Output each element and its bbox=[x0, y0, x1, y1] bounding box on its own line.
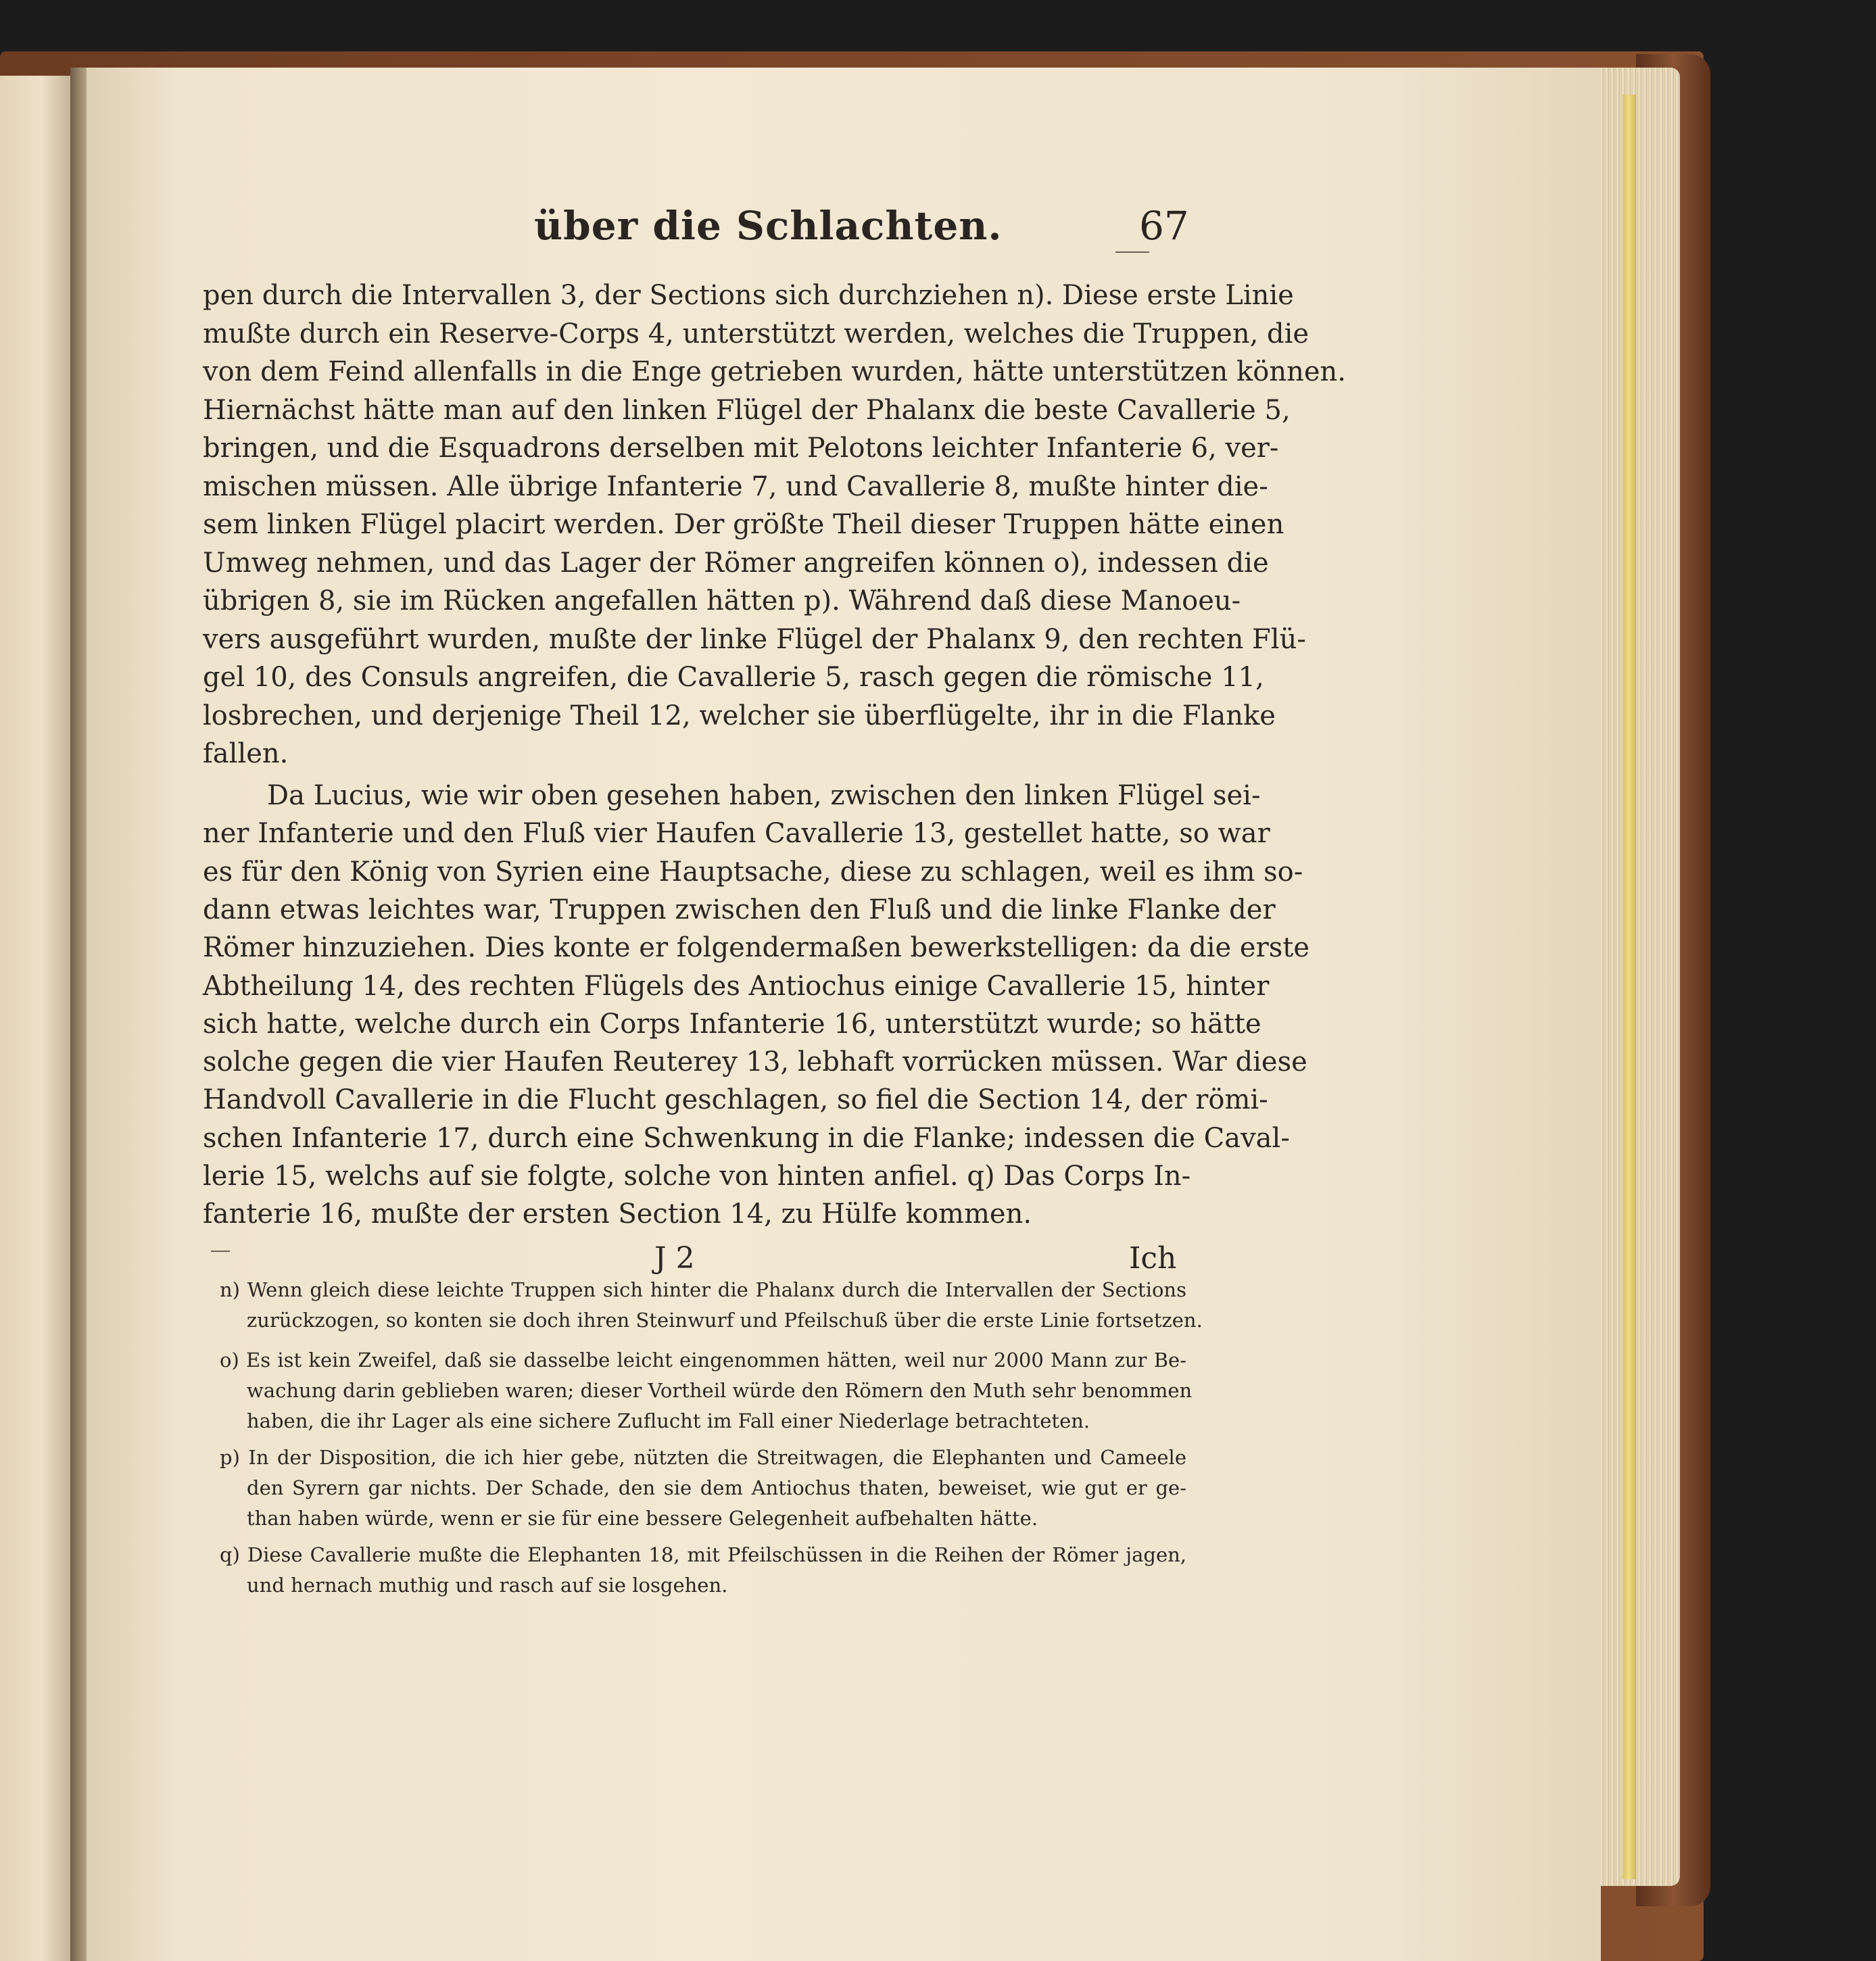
footnote-line: o) Es ist kein Zweifel, daß sie dasselbe leicht eingenommen hätten, weil nur 2000 Mann zur Be- bbox=[220, 1349, 1186, 1372]
footnote-line: q) Diese Cavallerie mußte die Elephanten 18, mit Pfeilschüssen in die Reihen der Römer jagen, bbox=[220, 1543, 1186, 1566]
footnote-line: p) In der Disposition, die ich hier gebe, nützten die Streitwagen, die Elephanten und Cameele bbox=[220, 1446, 1186, 1469]
footnote-line: than haben würde, wenn er sie für eine bessere Gelegenheit aufbehalten hätte. bbox=[247, 1507, 1038, 1530]
page-edge-gilding bbox=[1622, 95, 1636, 1879]
body-line: Abtheilung 14, des rechten Flügels des Antiochus einige Cavallerie 15, hinter bbox=[203, 970, 1270, 1002]
catchword: Ich bbox=[1129, 1241, 1177, 1276]
page-number: 67 bbox=[1139, 203, 1189, 249]
footnote-line: zurückzogen, so konten sie doch ihren Steinwurf und Pfeilschuß über die erste Linie fortsetzen. bbox=[247, 1309, 1203, 1332]
body-line: gel 10, des Consuls angreifen, die Cavallerie 5, rasch gegen die römische 11, bbox=[203, 662, 1264, 693]
body-line: schen Infanterie 17, durch eine Schwenkung in die Flanke; indessen die Caval- bbox=[203, 1122, 1290, 1154]
signature-mark: J 2 bbox=[654, 1241, 695, 1276]
body-line: sich hatte, welche durch ein Corps Infanterie 16, unterstützt wurde; so hätte bbox=[203, 1008, 1261, 1040]
body-line: solche gegen die vier Haufen Reuterey 13, lebhaft vorrücken müssen. War diese bbox=[203, 1046, 1307, 1078]
body-line: es für den König von Syrien eine Hauptsache, diese zu schlagen, weil es ihm so- bbox=[203, 856, 1303, 888]
text-end-rule bbox=[211, 1251, 230, 1252]
footnote-line: wachung darin geblieben waren; dieser Vortheil würde den Römern den Muth sehr benommen bbox=[247, 1379, 1193, 1402]
body-line: fallen. bbox=[203, 738, 289, 769]
body-line: bringen, und die Esquadrons derselben mit Pelotons leichter Infanterie 6, ver- bbox=[203, 433, 1279, 464]
body-line: übrigen 8, sie im Rücken angefallen hätten p). Während daß diese Manoeu- bbox=[203, 585, 1241, 616]
body-line: Römer hinzuziehen. Dies konte er folgendermaßen bewerkstelligen: da die erste bbox=[203, 932, 1309, 964]
body-line: fanterie 16, mußte der ersten Section 14, zu Hülfe kommen. bbox=[203, 1199, 1032, 1230]
body-line: Handvoll Cavallerie in die Flucht geschlagen, so fiel die Section 14, der römi- bbox=[203, 1084, 1268, 1116]
body-line: mischen müssen. Alle übrige Infanterie 7, und Cavallerie 8, mußte hinter die- bbox=[203, 470, 1268, 502]
body-line: losbrechen, und derjenige Theil 12, welcher sie überflügelte, ihr in die Flanke bbox=[203, 700, 1276, 731]
body-line: lerie 15, welchs auf sie folgte, solche von hinten anfiel. q) Das Corps In- bbox=[203, 1161, 1191, 1192]
body-line: Hiernächst hätte man auf den linken Flügel der Phalanx die beste Cavallerie 5, bbox=[203, 394, 1291, 426]
footnote-line: und hernach muthig und rasch auf sie losgehen. bbox=[247, 1574, 728, 1597]
running-title: über die Schlachten. bbox=[534, 203, 1003, 249]
body-line: pen durch die Intervallen 3, der Sections sich durchziehen n). Diese erste Linie bbox=[203, 280, 1294, 311]
body-line: von dem Feind allenfalls in die Enge getrieben wurden, hätte unterstützen können. bbox=[203, 356, 1347, 387]
body-line: vers ausgeführt wurden, mußte der linke Flügel der Phalanx 9, den rechten Flü- bbox=[203, 623, 1306, 655]
footnote-line: haben, die ihr Lager als eine sichere Zuflucht im Fall einer Niederlage betrachteten. bbox=[247, 1409, 1090, 1432]
header-rule bbox=[1115, 251, 1149, 253]
body-line: Da Lucius, wie wir oben gesehen haben, zwischen den linken Flügel sei- bbox=[267, 780, 1261, 811]
body-line: mußte durch ein Reserve-Corps 4, unterstützt werden, welches die Truppen, die bbox=[203, 318, 1309, 349]
body-line: dann etwas leichtes war, Truppen zwischen den Fluß und die linke Flanke der bbox=[203, 894, 1276, 925]
footnote-line: den Syrern gar nichts. Der Schade, den sie dem Antiochus thaten, beweiset, wie gut er ge- bbox=[247, 1476, 1186, 1499]
body-line: Umweg nehmen, und das Lager der Römer angreifen können o), indessen die bbox=[203, 547, 1269, 579]
body-line: ner Infanterie und den Fluß vier Haufen Cavallerie 13, gestellet hatte, so war bbox=[203, 818, 1270, 850]
footnote-line: n) Wenn gleich diese leichte Truppen sich hinter die Phalanx durch die Intervallen der Sections bbox=[220, 1278, 1186, 1301]
left-page-fragment bbox=[0, 76, 76, 1961]
body-line: sem linken Flügel placirt werden. Der größte Theil dieser Truppen hätte einen bbox=[203, 509, 1284, 540]
